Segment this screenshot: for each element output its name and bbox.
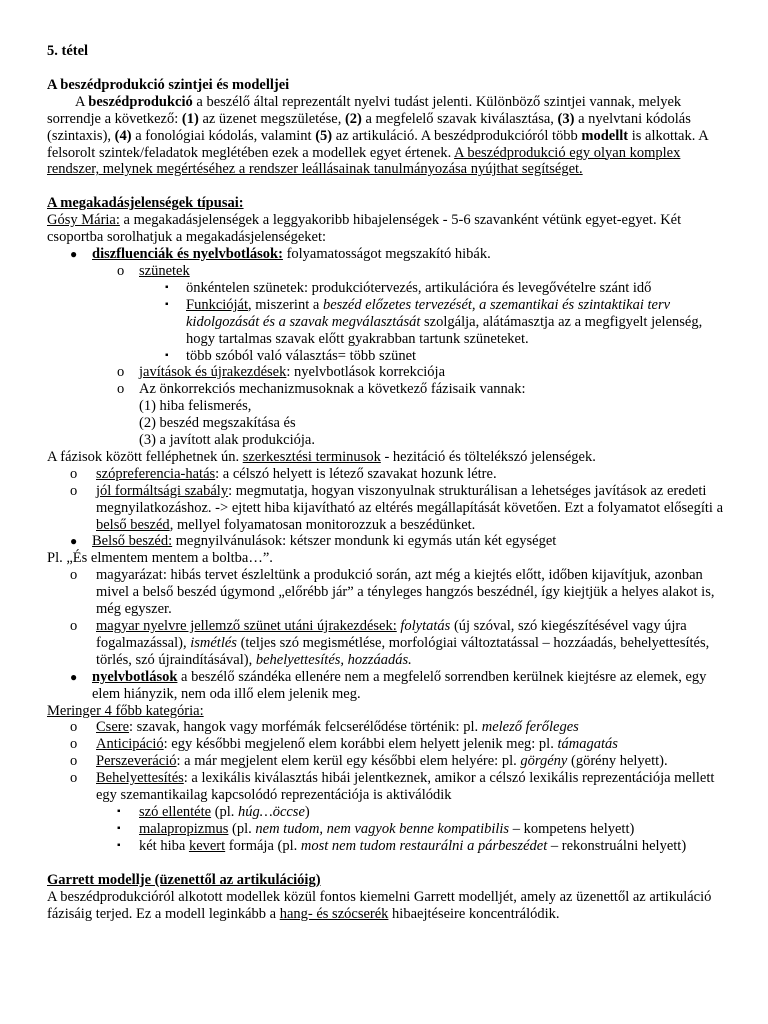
circle-bullet-icon: o: [117, 381, 125, 398]
list-item-belso-beszed: ● Belső beszéd: megnyilvánulások: kétszer mondunk ki egymás után két egységet: [70, 533, 557, 550]
section-heading-szintek: A beszédprodukció szintjei és modelljei: [47, 76, 290, 93]
tetel-number: 5. tétel: [47, 43, 89, 59]
list-item-tobb-szobol: ▪ több szóból való választás= több szünet: [165, 347, 417, 364]
pl-elmentem: Pl. „És elmentem mentem a boltba…”.: [47, 550, 273, 567]
circle-bullet-icon: o: [70, 736, 78, 753]
list-item-csere: o Csere: szavak, hangok vagy morfémák felcserélődése történik: pl. melező ferőleges: [70, 719, 579, 736]
garrett-paragraph: A beszédprodukcióról alkotott modellek közül fontos kiemelni Garrett modelljét, amely az üzenettől az artikuláció fázisáig terjed. Ez a modell leginkább a hang- és szócserék hibaejtéseire koncentrálódik.: [47, 888, 712, 922]
fazis-1: (1) hiba felismerés,: [139, 398, 252, 415]
circle-bullet-icon: o: [70, 753, 78, 770]
circle-bullet-icon: o: [70, 770, 78, 787]
list-item-onkentelen: ▪ önkéntelen szünetek: produkciótervezés, artikulációra és levegővételre szánt idő: [165, 279, 652, 296]
list-item-ket-hiba: ▪ két hiba kevert formája (pl. most nem tudom restaurálni a párbeszédet – rekonstruálni helyett): [117, 837, 687, 854]
paragraph-intro: A beszédprodukció a beszélő által reprezentált nyelvi tudást jelenti. Különböző szintjei vannak, melyek sorrendje a következő: (1) az üzenet megszületése, (2) a megfelelő szavak kiválasztása, (3) a nyelvtani kódolás (szintaxis), (4) a fonológiai kódolás, valamint (5) az artikuláció. A beszédprodukcióról több modellt is alkottak. A felsorolt szintek/feladatok meglétében ezek a modellek egyet értenek. A beszédprodukció egy olyan komplex rendszer, melynek megértéséhez a rendszer leállásainak tanulmányozása nyújthat segítséget.: [47, 93, 708, 178]
list-item-magyar-ujrakezdes: o magyar nyelvre jellemző szünet utáni újrakezdések: folytatás (új szóval, szó kiegészítésével vagy újra fogalmazással), ismétlés (teljes szó megismétlése, morfológiai változtatással – hozzáadás, behelyettesítés, törlés, szó újraindításával), behelyettesítés, hozzáadás.: [70, 618, 710, 668]
circle-bullet-icon: o: [117, 364, 125, 381]
section-heading-megakadas: A megakadásjelenségek típusai:: [47, 195, 244, 212]
list-item-szopreferencia: o szópreferencia-hatás: a célszó helyett is létező szavakat hozunk létre.: [70, 465, 497, 482]
list-item-diszfluencia: ● diszfluenciák és nyelvbotlások: folyamatosságot megszakító hibák.: [70, 246, 491, 263]
list-item-perszeveracio: o Perszeveráció: a már megjelent elem kerül egy későbbi elem helyére: pl. görgény (görény helyett).: [70, 753, 668, 770]
list-item-magyarazat: o magyarázat: hibás tervet észleltünk a produkció során, azt még a kiejtés előtt, időben kijavítjuk, azonban mivel a belső beszéd úgymond „előrébb jár” a tényleges hangzós beszédnél, így kiejtjük a helyes alakot is, még egyszer.: [70, 567, 715, 618]
square-bullet-icon: ▪: [117, 839, 121, 851]
circle-bullet-icon: o: [117, 262, 125, 279]
section-heading-garrett: Garrett modellje (üzenettől az artikulációig): [47, 871, 321, 888]
square-bullet-icon: ▪: [165, 281, 169, 293]
circle-bullet-icon: o: [70, 567, 78, 584]
bullet-icon: ●: [70, 247, 78, 262]
circle-bullet-icon: o: [70, 618, 78, 634]
bullet-icon: ●: [70, 534, 78, 549]
square-bullet-icon: ▪: [117, 822, 121, 834]
circle-bullet-icon: o: [70, 465, 78, 482]
list-item-jol-formaltsag: o jól formáltsági szabály: megmutatja, hogyan viszonyulnak strukturálisan a lehetséges javítások az eredeti megnyilatkozáshoz. -> ejtett hiba kijavítható az eltérés megállapítását követően. Ezt a folyamatot elősegíti a belső beszéd, mellyel folyamatosan monitorozzuk a beszédünket.: [70, 482, 724, 533]
square-bullet-icon: ▪: [165, 349, 169, 361]
meringer-heading: Meringer 4 főbb kategória:: [47, 702, 204, 719]
fazisok-paragraph: A fázisok között felléphetnek ún. szerkesztési terminusok - hezitáció és töltelékszó jelenségek.: [47, 448, 596, 465]
list-item-javitasok: o javítások és újrakezdések: nyelvbotlások korrekciója: [117, 364, 446, 381]
list-item-nyelvbotlasok: ● nyelvbotlások a beszélő szándéka ellenére nem a megfelelő sorrendben kerülnek kiejtésre az elemek, egy elem hiányzik, nem oda illő elem jelenik meg.: [70, 668, 707, 702]
list-item-szo-ellentete: ▪ szó ellentéte (pl. húg…öccse): [117, 803, 310, 820]
circle-bullet-icon: o: [70, 482, 78, 499]
list-item-anticipacio: o Anticipáció: egy későbbi megjelenő elem korábbi elem helyett jelenik meg: pl. támagatás: [70, 736, 618, 753]
list-item-behelyettesites: o Behelyettesítés: a lexikális kiválasztás hibái jelentkeznek, amikor a célszó lexikális reprezentációja mellett egy szemantikailag kapcsolódó reprezentációja is aktiválódik: [70, 770, 715, 804]
list-item-onkorrekcio: o Az önkorrekciós mechanizmusoknak a következő fázisaik vannak:: [117, 381, 526, 398]
list-item-malapropizmus: ▪ malapropizmus (pl. nem tudom, nem vagyok benne kompatibilis – kompetens helyett): [117, 820, 635, 837]
bullet-icon: ●: [70, 669, 78, 684]
list-item-funkcio: ▪ Funkcióját, miszerint a beszéd előzetes tervezését, a szemantikai és szintaktikai terv kidolgozását és a szavak megválasztását szolgálja, alátámasztja az a megfigyelt jelenség, hogy tartalmas szavak előtt gyakrabban tartunk szüneteket.: [165, 296, 703, 347]
fazis-3: (3) a javított alak produkciója.: [139, 432, 315, 449]
fazis-2: (2) beszéd megszakítása és: [139, 415, 296, 432]
gosy-paragraph: Gósy Mária: a megakadásjelenségek a leggyakoribb hibajelenségek - 5-6 szavanként vétünk egyet-egyet. Két csoportba sorolhatjuk a megakadásjelenségeket:: [47, 212, 682, 246]
square-bullet-icon: ▪: [117, 805, 121, 817]
list-item-szunetek: o szünetek: [117, 262, 190, 279]
document-page: [47, 43, 727, 922]
square-bullet-icon: ▪: [165, 298, 169, 310]
circle-bullet-icon: o: [70, 719, 78, 736]
